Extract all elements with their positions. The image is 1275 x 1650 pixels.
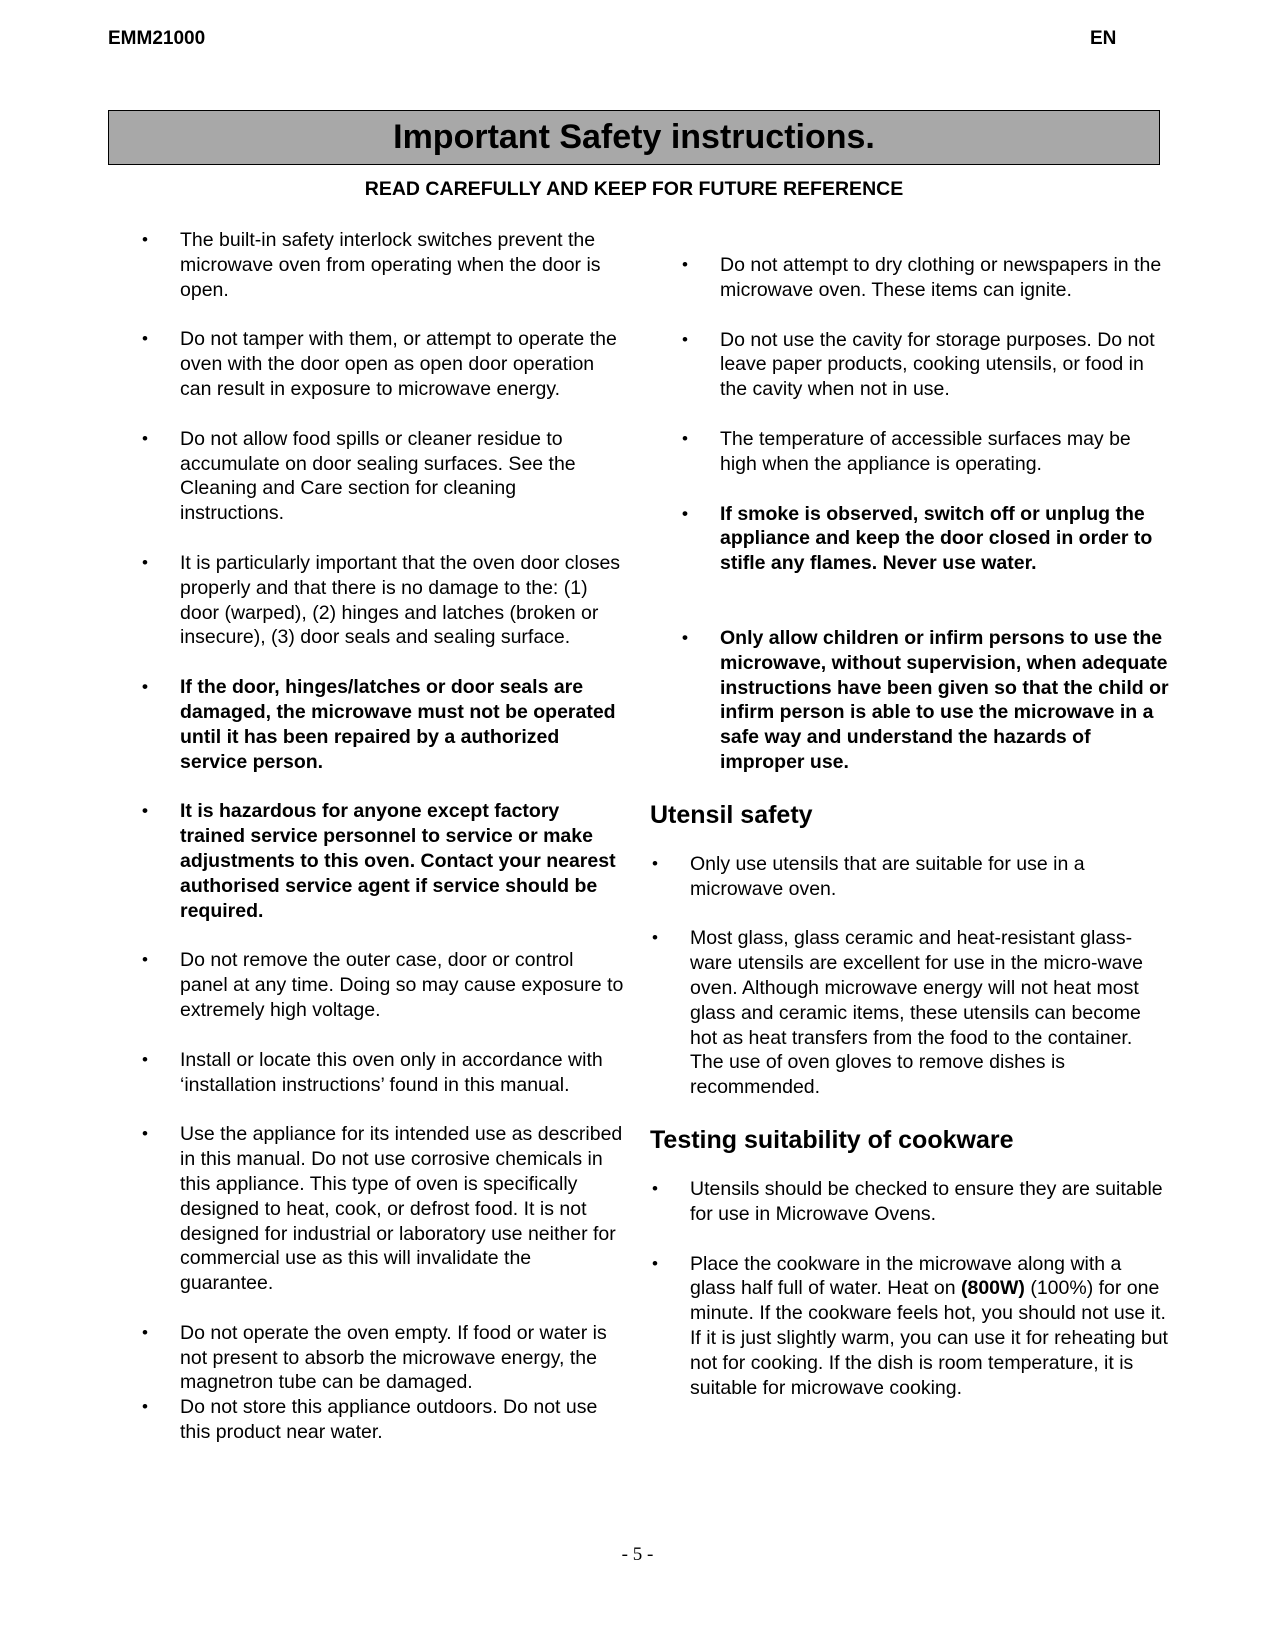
model-code: EMM21000 [108, 28, 206, 49]
list-item: • Do not remove the outer case, door or control panel at any time. Doing so may cause exposure to extremely high voltage. [140, 948, 625, 1022]
right-column [650, 253, 1170, 1425]
list-item: • Utensils should be checked to ensure they are suitable for use in Microwave Ovens. [650, 1177, 1170, 1227]
safety-list-left [140, 228, 625, 1445]
list-item [650, 1252, 1170, 1401]
page-title: Important Safety instructions. [108, 110, 1160, 165]
left-column [140, 228, 625, 1445]
testing-cookware-heading: Testing suitability of cookware [650, 1125, 1014, 1154]
list-item: • If the door, hinges/latches or door seals are damaged, the microwave must not be operated until it has been repaired by a authorized service person. [140, 675, 625, 774]
list-item: • Install or locate this oven only in accordance with ‘installation instructions’ found in this manual. [140, 1048, 625, 1098]
utensil-safety-heading: Utensil safety [650, 800, 813, 829]
list-item: • If smoke is observed, switch off or unplug the appliance and keep the door closed in order to stifle any flames. Never use water. [650, 502, 1170, 576]
list-item-text: Place the cookware in the microwave along with a glass half full of water. Heat on [690, 1252, 1122, 1300]
list-item: • Do not operate the oven empty. If food or water is not present to absorb the microwave energy, the magnetron tube can be damaged. [140, 1321, 625, 1395]
utensil-list [650, 852, 1170, 1100]
list-item: • Only use utensils that are suitable for use in a microwave oven. [650, 852, 1170, 902]
safety-list-right-section [650, 253, 1170, 775]
list-item: • It is hazardous for anyone except factory trained service personnel to service or make adjustments to this oven. Contact your nearest authorised service agent if service should be required. [140, 799, 625, 923]
testing-cookware-section [650, 1125, 1170, 1400]
language-code: EN [1090, 28, 1117, 49]
list-item: • The temperature of accessible surfaces may be high when the appliance is operating. [650, 427, 1170, 477]
power-setting: (800W) [960, 1277, 1025, 1300]
list-item: • Use the appliance for its intended use as described in this manual. Do not use corrosive chemicals in this appliance. This type of oven is specifically designed to heat, cook, or defrost food. It is not designed for industrial or laboratory use neither for commercial use as this will invalidate the guarantee. [140, 1122, 625, 1296]
page-subtitle: READ CAREFULLY AND KEEP FOR FUTURE REFERENCE [364, 178, 904, 200]
list-item-text: (100%) for one minute. If the cookware feels hot, you should not use it. If it is just slightly warm, you can use it for reheating but not for cooking. If the dish is room temperature, it is suitable for microwave cooking. [690, 1277, 1168, 1399]
list-item: • Most glass, glass ceramic and heat-resistant glass-ware utensils are excellent for use in the micro-wave oven. Although microwave energy will not heat most glass and ceramic items, these utensils can become hot as heat transfers from the food to the container. The use of oven gloves to remove dishes is recommended. [650, 926, 1170, 1100]
list-item: • Do not attempt to dry clothing or newspapers in the microwave oven. These items can ignite. [650, 253, 1170, 303]
utensil-safety-section [650, 800, 1170, 1100]
list-item: • Do not tamper with them, or attempt to operate the oven with the door open as open door operation can result in exposure to microwave energy. [140, 327, 625, 401]
list-item: • It is particularly important that the oven door closes properly and that there is no damage to the: (1) door (warped), (2) hinges and latches (broken or insecure), (3) door seals and sealing surface. [140, 551, 625, 650]
testing-list [650, 1177, 1170, 1400]
list-item: • Do not use the cavity for storage purposes. Do not leave paper products, cooking utensils, or food in the cavity when not in use. [650, 328, 1170, 402]
list-item: • Only allow children or infirm persons to use the microwave, without supervision, when adequate instructions have been given so that the child or infirm person is able to use the microwave in a safe way and understand the hazards of improper use. [650, 626, 1170, 775]
page-number: - 5 - [621, 1544, 654, 1565]
list-item: • Do not allow food spills or cleaner residue to accumulate on door sealing surfaces. See the Cleaning and Care section for cleaning instructions. [140, 427, 625, 526]
list-item: • Do not store this appliance outdoors. Do not use this product near water. [140, 1395, 625, 1445]
safety-list-right [650, 253, 1170, 775]
list-item: • The built-in safety interlock switches prevent the microwave oven from operating when the door is open. [140, 228, 625, 302]
